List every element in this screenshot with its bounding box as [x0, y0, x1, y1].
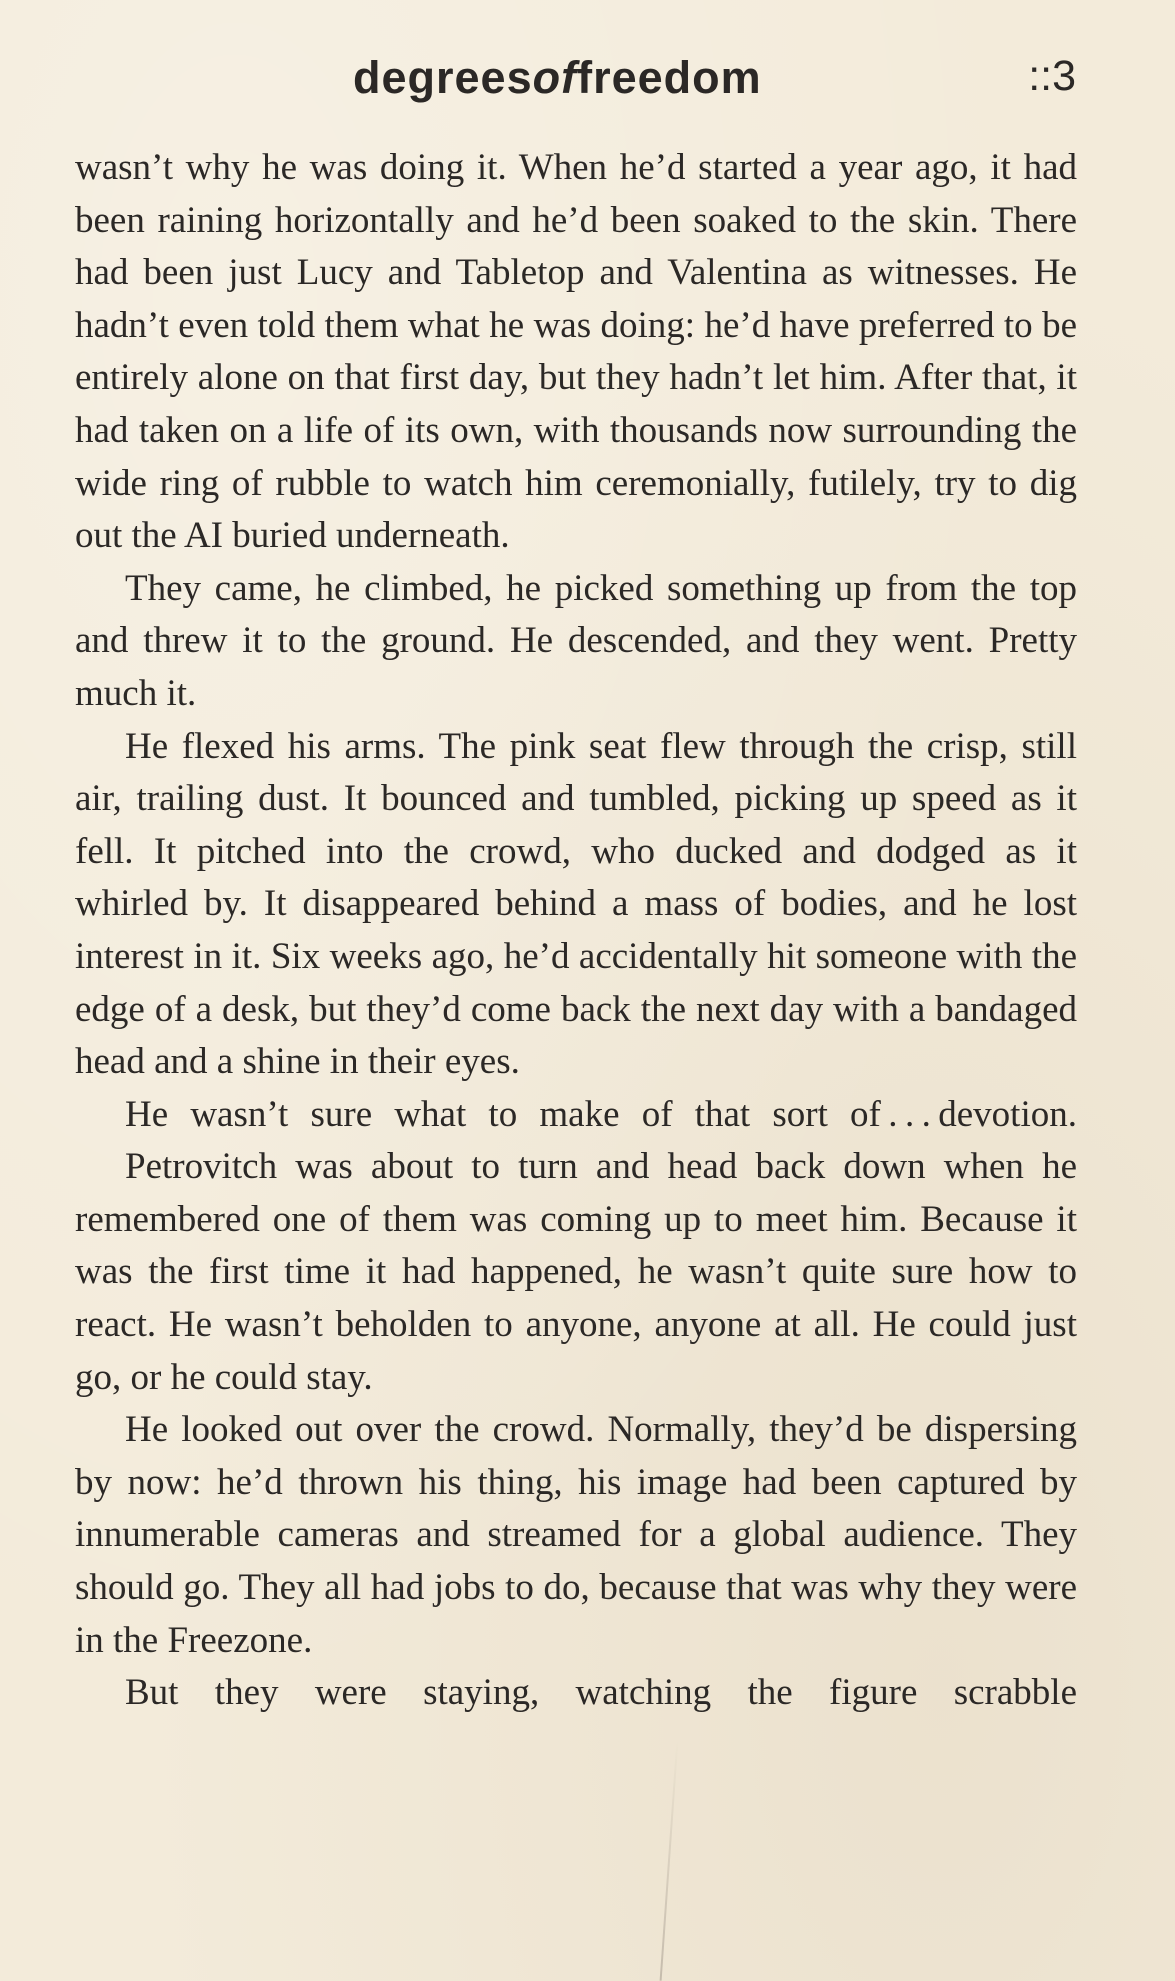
book-title [353, 52, 762, 104]
book-title-suffix: freedom [577, 52, 762, 103]
page-number: ::3 [1028, 52, 1076, 100]
book-title-italic: of [532, 52, 578, 103]
paragraph: He looked out over the crowd. Normally, they’d be dispersing by now: he’d thrown his thing, his image had been captured by innumerable cameras and streamed for a global audience. They should go. They all had jobs to do, because that was why they were in the Freezone. [75, 1409, 1077, 1661]
paper-crease [660, 1740, 679, 1981]
paragraph: Petrovitch was about to turn and head back down when he remembered one of them was coming up to meet him. Because it was the first time it had happened, he wasn’t quite sure how to react. He wasn’t beholden to anyone, anyone at all. He could just go, or he could stay. [75, 1146, 1077, 1398]
book-title-prefix: degrees [353, 52, 533, 103]
paragraph: They came, he climbed, he picked something up from the top and threw it to the ground. He descended, and they went. Pretty much it. [75, 567, 1077, 714]
body-text [75, 142, 1077, 1720]
paragraph: He flexed his arms. The pink seat flew through the crisp, still air, trailing dust. It bounced and tumbled, picking up speed as it fell. It pitched into the crowd, who ducked and dodged as it whirled by. It disappeared behind a mass of bodies, and he lost interest in it. Six weeks ago, he’d accidentally hit someone with the edge of a desk, but they’d come back the next day with a bandaged head and a shine in their eyes. [75, 725, 1077, 1083]
paragraph: But they were staying, watching the figure scrabble [125, 1672, 1077, 1714]
running-head [0, 52, 1175, 112]
paragraph: He wasn’t sure what to make of that sort of . . . devotion. [125, 1093, 1077, 1135]
paragraph: wasn’t why he was doing it. When he’d started a year ago, it had been raining horizontally and he’d been soaked to the skin. There had been just Lucy and Tabletop and Valentina as witnesses. He hadn’t even told them what he was doing: he’d have preferred to be entirely alone on that first day, but they hadn’t let him. After that, it had taken on a life of its own, with thousands now surrounding the wide ring of rubble to watch him ceremonially, futilely, try to dig out the AI buried underneath. [75, 147, 1077, 557]
